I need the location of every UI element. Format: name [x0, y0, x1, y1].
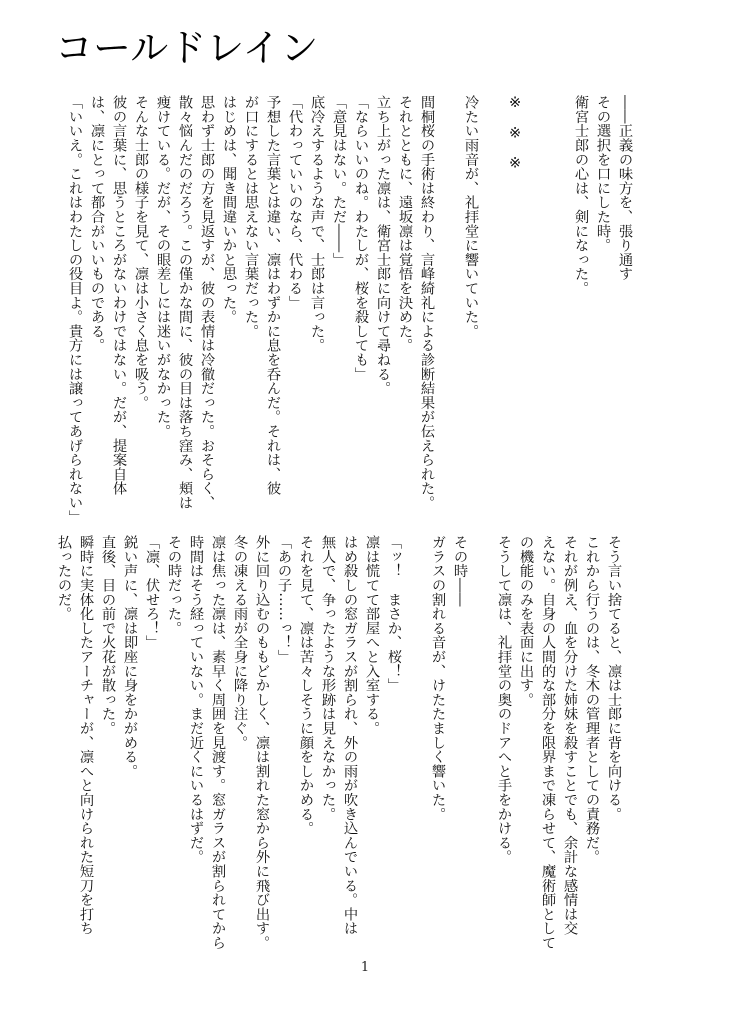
text-line: これから行うのは、冬木の管理者としての責務だ。 [584, 535, 600, 864]
text-line: 無人で、争ったような形跡は見えなかった。 [320, 535, 336, 821]
dialogue-line: 「凛、伏せろ！」 [144, 535, 160, 650]
text-line: は、凛にとって都合がいいものである。 [89, 95, 105, 353]
text-line [471, 535, 493, 965]
text-line: はめ殺しの窓ガラスが割られ、外の雨が吹き込んでいる。中は [342, 535, 358, 936]
text-line: 思わず士郎の方を見返すが、彼の表情は冷徹だった。おそらく、 [199, 95, 215, 510]
text-line: それを見て、凛は苦々しそうに顔をしかめる。 [298, 535, 314, 836]
text-line: 底冷えするような声で、士郎は言った。 [309, 95, 325, 353]
text-line: 冷たい雨音が、礼拝堂に響いていた。 [463, 95, 479, 339]
text-line: そう言い捨てると、凛は士郎に背を向ける。 [606, 535, 622, 821]
text-line: 冬の凍える雨が全身に降り注ぐ。 [232, 535, 248, 750]
text-line: 痩けている。だが、その眼差しには迷いがなかった。 [155, 95, 171, 439]
text-line: そんな士郎の様子を見て、凛は小さく息を吸う。 [133, 95, 149, 410]
text-line: 外に回り込むのももどかしく、凛は割れた窓から外に飛び出す。 [254, 535, 270, 950]
text-line: 直後、目の前で火花が散った。 [100, 535, 116, 736]
text-line: 凛は慌てて部屋へと入室する。 [364, 535, 380, 736]
page-title: コールドレイン [55, 26, 319, 70]
text-line: その選択を口にした時。 [595, 95, 611, 253]
text-line [405, 535, 427, 965]
text-line: その時―― [452, 535, 468, 607]
dialogue-line: 「意見はない。ただ――」 [331, 95, 347, 267]
text-line: 散々悩んだのだろう。この僅かな間に、彼の目は落ち窪み、頬は [177, 95, 193, 510]
text-line: 払ったのだ。 [56, 535, 72, 621]
text-line [438, 95, 460, 515]
text-line: それとともに、遠坂凛は覚悟を決めた。 [397, 95, 413, 353]
text-line: 凛は焦った凛は、素早く周囲を見渡す。窓ガラスが割られてから [210, 535, 226, 950]
text-line: 衛宮士郎の心は、剣になった。 [573, 95, 589, 296]
text-line: そうして凛は、礼拝堂の奥のドアへと手をかける。 [496, 535, 512, 864]
text-line: ――正義の味方を、張り通す [617, 95, 633, 281]
text-line: が口にするとは思えない言葉だった。 [243, 95, 259, 339]
text-line [482, 95, 504, 515]
section-separator: ※ ※ ※ [507, 95, 523, 172]
dialogue-line: 「ならいいのね。わたしが、桜を殺しても」 [353, 95, 369, 381]
dialogue-line: 「いいえ。これはわたしの役目よ。貴方には譲ってあげられない」 [67, 95, 83, 524]
dialogue-line: 「ッ！ まさか、桜！」 [386, 535, 402, 693]
text-line [526, 95, 548, 515]
text-line: 時間はそう経っていない。まだ近くにいるはずだ。 [188, 535, 204, 864]
text-line: 間桐桜の手術は終わり、言峰綺礼による診断結果が伝えられた。 [419, 95, 435, 510]
text-line: 瞬時に実体化したアーチャーが、凛へと向けられた短刀を打ち [78, 535, 94, 936]
text-line: はじめは、聞き間違いかと思った。 [221, 95, 237, 324]
text-line: 立ち上がった凛は、衛宮士郎に向けて尋ねる。 [375, 95, 391, 396]
text-line [548, 95, 570, 515]
text-line: の機能のみを表面に出す。 [518, 535, 534, 707]
dialogue-line: 「代わっていいのなら、代わる」 [287, 95, 303, 310]
text-block-lower [53, 535, 625, 965]
dialogue-line: 「あの子……っ！」 [276, 535, 292, 664]
text-line: それが例え、血を分けた姉妹を殺すことでも、余計な感情は交 [562, 535, 578, 936]
text-line: 鋭い声に、凛は即座に身をかがめる。 [122, 535, 138, 779]
text-line: ガラスの割れる音が、けたたましく響いた。 [430, 535, 446, 821]
text-block-upper [64, 95, 636, 524]
page-number: 1 [360, 960, 370, 975]
text-line: その時だった。 [166, 535, 182, 636]
text-line: 予想した言葉とは違い、凛はわずかに息を呑んだ。それは、彼 [265, 95, 281, 496]
text-line: えない。自身の人間的な部分を限界まで凍らせて、魔術師として [540, 535, 556, 950]
text-line: 彼の言葉に、思うところがないわけではない。だが、提案自体 [111, 95, 127, 496]
